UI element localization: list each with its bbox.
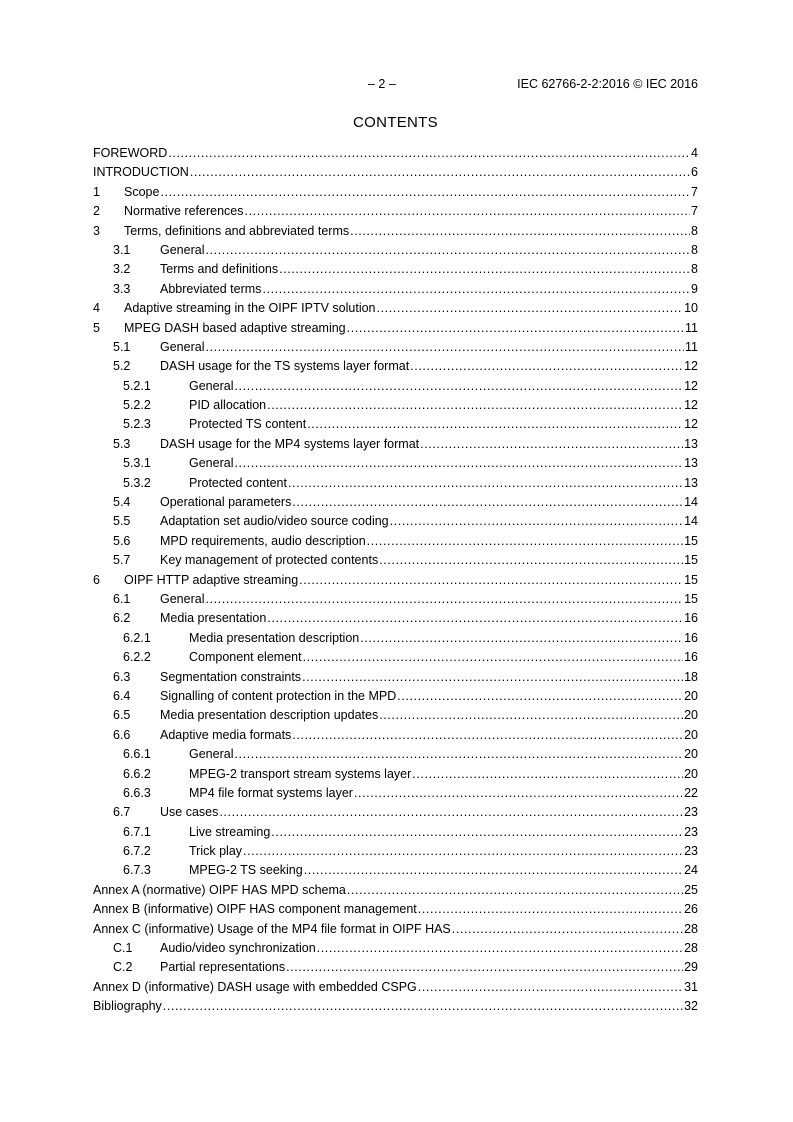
- toc-entry-number: 3.3: [113, 281, 131, 296]
- toc-entry-number: 5.4: [113, 495, 131, 510]
- toc-entry[interactable]: [93, 765, 698, 784]
- toc-dot-leader: [418, 978, 683, 997]
- toc-entry-page: 15: [684, 533, 698, 548]
- toc-entry-page: 12: [684, 398, 698, 413]
- toc-entry-label: Media presentation description updates: [160, 708, 379, 723]
- toc-dot-leader: [292, 493, 683, 512]
- toc-entry-label: FOREWORD: [93, 146, 168, 160]
- toc-entry-page: 7: [691, 184, 698, 199]
- toc-entry-number: 6.7: [113, 805, 131, 820]
- toc-entry[interactable]: [93, 978, 698, 997]
- toc-entry-label: General: [160, 242, 205, 257]
- toc-entry-label: Adaptation set audio/video source coding: [160, 514, 389, 529]
- toc-dot-leader: [262, 280, 690, 299]
- toc-entry[interactable]: [93, 202, 698, 221]
- toc-entry[interactable]: [93, 900, 698, 919]
- toc-dot-leader: [205, 590, 683, 609]
- toc-entry-page: 23: [684, 805, 698, 820]
- toc-entry[interactable]: [93, 357, 698, 376]
- toc-entry-number: 6.7.1: [123, 824, 151, 839]
- toc-entry-number: 6.6.1: [123, 747, 151, 762]
- toc-entry-page: 31: [684, 979, 698, 994]
- toc-entry-page: 20: [684, 708, 698, 723]
- toc-entry[interactable]: [93, 881, 698, 900]
- toc-entry-label: Audio/video synchronization: [160, 941, 316, 956]
- page-header: [93, 77, 698, 93]
- toc-entry-label: Normative references: [124, 204, 244, 219]
- toc-entry-label: General: [160, 339, 205, 354]
- toc-entry-page: 8: [691, 262, 698, 277]
- toc-dot-leader: [412, 765, 683, 784]
- toc-entry-page: 4: [691, 146, 698, 160]
- toc-entry-label: Annex C (informative) Usage of the MP4 file format in OIPF HAS: [93, 921, 451, 936]
- toc-entry-page: 23: [684, 824, 698, 839]
- toc-entry-label: General: [160, 591, 205, 606]
- toc-entry-number: 3.1: [113, 242, 131, 257]
- toc-entry-page: 25: [684, 882, 698, 897]
- toc-dot-leader: [243, 842, 683, 861]
- toc-entry-number: 5.3.2: [123, 475, 151, 490]
- toc-entry-number: 6: [93, 572, 100, 587]
- toc-entry-label: Abbreviated terms: [160, 281, 262, 296]
- toc-entry-number: 5.6: [113, 533, 131, 548]
- toc-entry-label: Trick play: [189, 844, 243, 859]
- toc-dot-leader: [234, 745, 683, 764]
- toc-dot-leader: [410, 357, 683, 376]
- toc-dot-leader: [271, 823, 683, 842]
- toc-dot-leader: [379, 551, 683, 570]
- toc-entry-label: Annex B (informative) OIPF HAS component management: [93, 902, 417, 917]
- toc-entry-number: 2: [93, 204, 100, 219]
- toc-dot-leader: [288, 474, 683, 493]
- toc-entry-label: Adaptive streaming in the OIPF IPTV solution: [124, 301, 376, 316]
- toc-dot-leader: [299, 571, 683, 590]
- toc-entry[interactable]: [93, 803, 698, 822]
- toc-entry-number: C.2: [113, 960, 133, 975]
- toc-entry[interactable]: [93, 726, 698, 745]
- toc-dot-leader: [354, 784, 683, 803]
- toc-dot-leader: [160, 183, 690, 202]
- toc-dot-leader: [267, 609, 683, 628]
- toc-entry-page: 29: [684, 960, 698, 975]
- toc-entry[interactable]: [93, 493, 698, 512]
- toc-entry-number: 5.5: [113, 514, 131, 529]
- toc-entry-page: 15: [684, 553, 698, 568]
- toc-entry-number: 3: [93, 223, 100, 238]
- toc-dot-leader: [379, 706, 683, 725]
- toc-entry-label: Media presentation description: [189, 630, 360, 645]
- toc-dot-leader: [205, 338, 684, 357]
- toc-dot-leader: [190, 163, 690, 182]
- toc-entry[interactable]: [93, 396, 698, 415]
- toc-dot-leader: [292, 726, 683, 745]
- toc-entry-number: 5.1: [113, 339, 131, 354]
- toc-entry-number: 6.5: [113, 708, 131, 723]
- page-number: – 2 –: [368, 77, 396, 91]
- toc-entry-page: 16: [684, 650, 698, 665]
- toc-entry-label: INTRODUCTION: [93, 165, 189, 180]
- toc-dot-leader: [418, 900, 683, 919]
- toc-entry[interactable]: [93, 280, 698, 299]
- toc-entry-label: Terms and definitions: [160, 262, 279, 277]
- toc-entry[interactable]: [93, 144, 698, 163]
- toc-entry-page: 18: [684, 669, 698, 684]
- toc-entry-label: General: [189, 378, 234, 393]
- toc-entry[interactable]: [93, 377, 698, 396]
- toc-entry-page: 20: [684, 766, 698, 781]
- toc-dot-leader: [234, 377, 683, 396]
- toc-entry-number: 1: [93, 184, 100, 199]
- toc-dot-leader: [279, 260, 690, 279]
- toc-entry-page: 16: [684, 630, 698, 645]
- toc-entry-label: Protected TS content: [189, 417, 307, 432]
- toc-entry[interactable]: [93, 629, 698, 648]
- toc-entry[interactable]: [93, 571, 698, 590]
- toc-entry-number: 5.3: [113, 436, 131, 451]
- toc-entry-number: 6.6: [113, 727, 131, 742]
- toc-dot-leader: [163, 997, 683, 1016]
- toc-dot-leader: [219, 803, 683, 822]
- toc-entry[interactable]: [93, 454, 698, 473]
- toc-entry-label: Partial representations: [160, 960, 286, 975]
- toc-entry-number: 6.2.1: [123, 630, 151, 645]
- toc-entry-number: 6.7.3: [123, 863, 151, 878]
- toc-entry-label: Key management of protected contents: [160, 553, 379, 568]
- toc-dot-leader: [347, 319, 684, 338]
- toc-entry-page: 12: [684, 378, 698, 393]
- toc-dot-leader: [360, 629, 683, 648]
- toc-entry-number: 5.2.2: [123, 398, 151, 413]
- standard-reference: IEC 62766-2-2:2016 © IEC 2016: [517, 77, 698, 91]
- toc-entry-label: Segmentation constraints: [160, 669, 302, 684]
- toc-entry-page: 20: [684, 747, 698, 762]
- toc-entry-page: 12: [684, 359, 698, 374]
- toc-entry-page: 23: [684, 844, 698, 859]
- table-of-contents: [93, 144, 698, 1017]
- toc-dot-leader: [267, 396, 683, 415]
- toc-entry-label: Adaptive media formats: [160, 727, 292, 742]
- toc-entry-page: 20: [684, 688, 698, 703]
- toc-entry[interactable]: [93, 474, 698, 493]
- toc-dot-leader: [304, 861, 683, 880]
- toc-entry-label: Terms, definitions and abbreviated terms: [124, 223, 350, 238]
- toc-entry-page: 13: [684, 475, 698, 490]
- toc-entry-page: 14: [684, 514, 698, 529]
- toc-entry[interactable]: [93, 823, 698, 842]
- toc-entry[interactable]: [93, 842, 698, 861]
- toc-entry-label: Annex D (informative) DASH usage with embedded CSPG: [93, 979, 417, 994]
- toc-entry-label: MPEG-2 TS seeking: [189, 863, 303, 878]
- contents-title: CONTENTS: [353, 114, 438, 131]
- toc-entry-number: 5.2: [113, 359, 131, 374]
- toc-dot-leader: [367, 532, 683, 551]
- toc-entry-label: MP4 file format systems layer: [189, 785, 353, 800]
- toc-entry-page: 15: [684, 591, 698, 606]
- toc-entry-number: 6.4: [113, 688, 131, 703]
- toc-entry[interactable]: [93, 299, 698, 318]
- toc-entry-label: MPD requirements, audio description: [160, 533, 366, 548]
- toc-entry-number: 6.2: [113, 611, 131, 626]
- toc-entry-label: Operational parameters: [160, 495, 292, 510]
- toc-entry-page: 13: [684, 436, 698, 451]
- toc-entry-label: Use cases: [160, 805, 219, 820]
- toc-entry[interactable]: [93, 958, 698, 977]
- toc-entry[interactable]: [93, 338, 698, 357]
- toc-entry-page: 20: [684, 727, 698, 742]
- toc-dot-leader: [390, 512, 683, 531]
- toc-entry[interactable]: [93, 706, 698, 725]
- toc-dot-leader: [350, 222, 690, 241]
- toc-entry[interactable]: [93, 590, 698, 609]
- toc-entry[interactable]: [93, 512, 698, 531]
- toc-entry-number: 4: [93, 301, 100, 316]
- toc-entry-label: OIPF HTTP adaptive streaming: [124, 572, 299, 587]
- toc-entry-label: PID allocation: [189, 398, 267, 413]
- toc-dot-leader: [307, 415, 683, 434]
- toc-entry-number: 5: [93, 320, 100, 335]
- toc-entry[interactable]: [93, 687, 698, 706]
- toc-entry-label: Bibliography: [93, 999, 162, 1014]
- toc-entry-number: 5.2.3: [123, 417, 151, 432]
- toc-entry-page: 16: [684, 611, 698, 626]
- toc-entry-label: DASH usage for the MP4 systems layer format: [160, 436, 420, 451]
- toc-entry[interactable]: [93, 435, 698, 454]
- toc-dot-leader: [420, 435, 683, 454]
- toc-entry-page: 26: [684, 902, 698, 917]
- toc-dot-leader: [302, 668, 683, 687]
- toc-entry-number: 5.7: [113, 553, 131, 568]
- toc-entry-page: 12: [684, 417, 698, 432]
- toc-entry[interactable]: [93, 668, 698, 687]
- toc-entry-page: 6: [691, 165, 698, 180]
- toc-dot-leader: [168, 144, 690, 163]
- toc-entry[interactable]: [93, 939, 698, 958]
- toc-entry-page: 8: [691, 242, 698, 257]
- toc-entry[interactable]: [93, 920, 698, 939]
- toc-entry[interactable]: [93, 532, 698, 551]
- toc-dot-leader: [245, 202, 691, 221]
- toc-entry-page: 24: [684, 863, 698, 878]
- toc-entry-page: 11: [685, 339, 698, 354]
- toc-entry[interactable]: [93, 551, 698, 570]
- toc-entry-page: 28: [684, 921, 698, 936]
- toc-entry-number: 5.3.1: [123, 456, 151, 471]
- toc-dot-leader: [234, 454, 683, 473]
- toc-entry[interactable]: [93, 609, 698, 628]
- toc-entry-label: MPEG-2 transport stream systems layer: [189, 766, 412, 781]
- toc-entry[interactable]: [93, 183, 698, 202]
- toc-entry-page: 13: [684, 456, 698, 471]
- toc-entry-page: 11: [685, 320, 698, 335]
- toc-entry[interactable]: [93, 997, 698, 1016]
- toc-entry-page: 15: [684, 572, 698, 587]
- toc-entry[interactable]: [93, 241, 698, 260]
- toc-entry-label: Media presentation: [160, 611, 267, 626]
- toc-entry-number: 6.6.3: [123, 785, 151, 800]
- toc-entry-page: 28: [684, 941, 698, 956]
- toc-entry[interactable]: [93, 319, 698, 338]
- toc-entry-number: 5.2.1: [123, 378, 151, 393]
- toc-entry-label: General: [189, 456, 234, 471]
- toc-dot-leader: [377, 299, 684, 318]
- toc-entry-label: Signalling of content protection in the MPD: [160, 688, 397, 703]
- toc-entry-number: 6.2.2: [123, 650, 151, 665]
- toc-dot-leader: [205, 241, 690, 260]
- toc-entry-label: Annex A (normative) OIPF HAS MPD schema: [93, 882, 346, 897]
- toc-entry-page: 9: [691, 281, 698, 296]
- toc-entry[interactable]: [93, 745, 698, 764]
- toc-entry-number: 3.2: [113, 262, 131, 277]
- toc-entry-page: 14: [684, 495, 698, 510]
- toc-entry-label: General: [189, 747, 234, 762]
- toc-entry[interactable]: [93, 163, 698, 182]
- toc-dot-leader: [303, 648, 684, 667]
- toc-entry[interactable]: [93, 784, 698, 803]
- toc-entry-number: 6.6.2: [123, 766, 151, 781]
- toc-entry-label: Protected content: [189, 475, 287, 490]
- toc-entry[interactable]: [93, 260, 698, 279]
- toc-entry[interactable]: [93, 861, 698, 880]
- toc-dot-leader: [286, 958, 683, 977]
- toc-entry[interactable]: [93, 415, 698, 434]
- toc-dot-leader: [452, 920, 683, 939]
- toc-entry-page: 7: [691, 204, 698, 219]
- toc-entry[interactable]: [93, 648, 698, 667]
- toc-dot-leader: [397, 687, 683, 706]
- toc-entry-label: DASH usage for the TS systems layer format: [160, 359, 410, 374]
- toc-entry[interactable]: [93, 222, 698, 241]
- toc-entry-number: C.1: [113, 941, 133, 956]
- toc-entry-number: 6.7.2: [123, 844, 151, 859]
- toc-dot-leader: [317, 939, 683, 958]
- toc-entry-page: 32: [684, 999, 698, 1014]
- toc-entry-page: 22: [684, 785, 698, 800]
- toc-entry-page: 8: [691, 223, 698, 238]
- toc-entry-label: Live streaming: [189, 824, 271, 839]
- toc-entry-page: 10: [684, 301, 698, 316]
- toc-entry-label: MPEG DASH based adaptive streaming: [124, 320, 346, 335]
- toc-dot-leader: [347, 881, 683, 900]
- toc-entry-label: Scope: [124, 184, 160, 199]
- toc-entry-label: Component element: [189, 650, 302, 665]
- toc-entry-number: 6.1: [113, 591, 131, 606]
- toc-entry-number: 6.3: [113, 669, 131, 684]
